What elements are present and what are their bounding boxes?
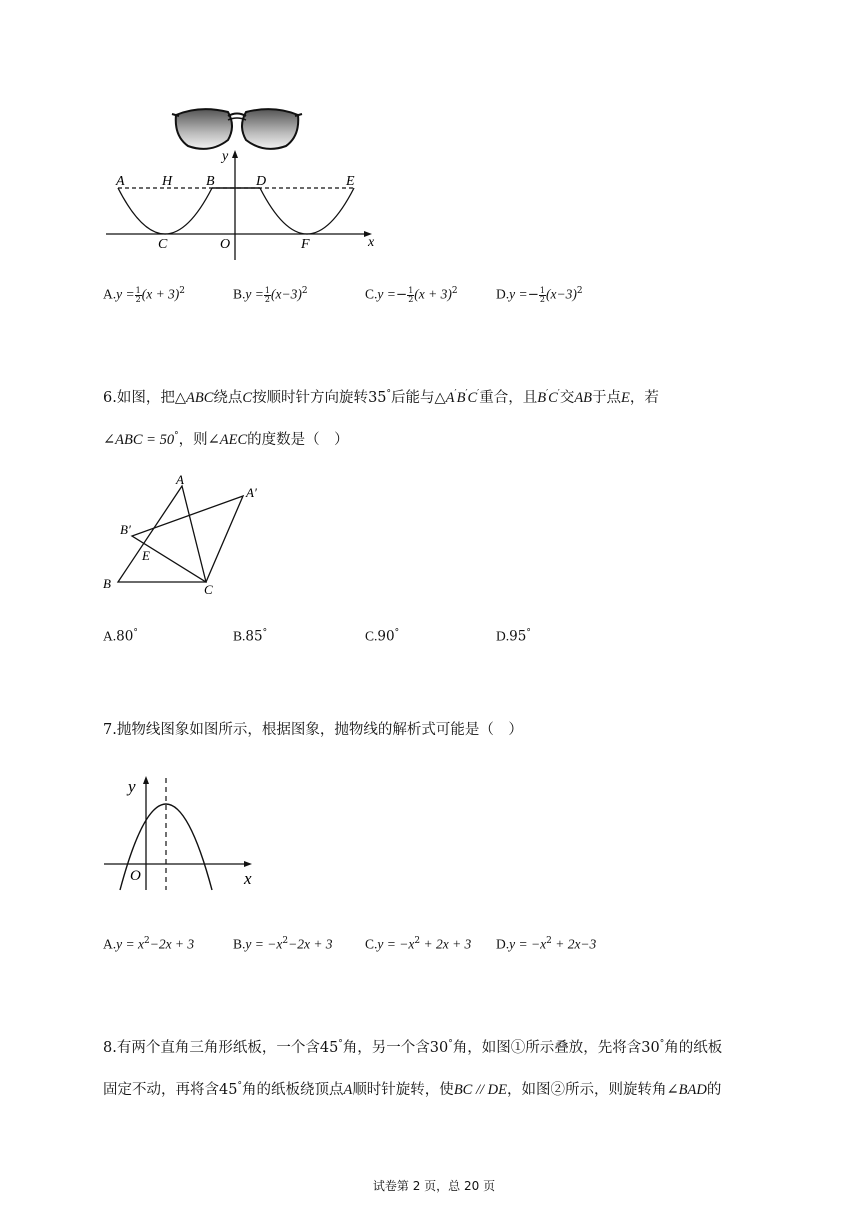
label-e: E: [346, 174, 355, 189]
fraction: $\frac{1}{2}$: [135, 285, 141, 304]
fraction: $\frac{1}{2}$: [539, 285, 546, 304]
sunglasses-icon: [172, 109, 302, 149]
q6-option-d[interactable]: D.95°: [496, 628, 531, 645]
label-h: H: [162, 174, 173, 189]
right-parabola: [260, 188, 354, 234]
label-c: C: [204, 582, 213, 597]
label-b: B: [206, 174, 215, 189]
label-d: D: [256, 174, 267, 189]
label-a: A: [116, 174, 125, 189]
left-parabola: [118, 188, 212, 234]
q6-option-b[interactable]: B.85°: [233, 628, 268, 645]
label-f: F: [301, 237, 310, 252]
label-y: y: [128, 777, 136, 796]
q8-line-1: 8.有两个直角三角形纸板，一个含45°角，另一个含30°角，如图①所示叠放，先将含30°角的纸板: [103, 1039, 723, 1056]
q6-option-a[interactable]: A.80°: [103, 628, 138, 645]
triangle-abc: [118, 486, 206, 582]
label-e: E: [142, 548, 150, 563]
q5-option-d[interactable]: D.y =− $\frac{1}{2}$ $(x-3)^2$: [496, 285, 583, 304]
label-b: B: [103, 576, 111, 591]
y-axis-arrow: [143, 776, 149, 784]
q6-line-2: ∠ABC = 50°，则∠AEC的度数是（ ）: [103, 431, 349, 448]
q7-option-a[interactable]: $A.y = x^2-2x + 3$: [103, 936, 195, 952]
fraction: $\frac{1}{2}$: [408, 285, 414, 304]
q6-line-1: 6.如图，把△ABC绕点C按顺时针方向旋转35°后能与△A′B′C′重合，且B′C′交AB于点E，若: [103, 389, 659, 406]
q7-figure: [98, 768, 268, 893]
fraction: $\frac{1}{2}$: [264, 285, 270, 304]
label-o: O: [220, 237, 231, 252]
q8-line-2: 固定不动，再将含45°角的纸板绕顶点A顺时针旋转，使BC // DE，如图②所示，则旋转角∠BAD的: [103, 1081, 722, 1098]
page-footer: 试卷第 2 页，总 20 页: [372, 1179, 496, 1193]
q7-option-b[interactable]: $B.y = -x^2-2x + 3$: [233, 936, 333, 952]
q5-option-c[interactable]: C.y =− $\frac{1}{2}$ $(x + 3)^2$: [365, 285, 458, 304]
q6-option-c[interactable]: C.90°: [365, 628, 400, 645]
q6-figure: [98, 470, 273, 600]
x-axis-arrow: [244, 861, 252, 867]
label-o: O: [130, 868, 141, 884]
q7-option-d[interactable]: $D.y = -x^2 + 2x-3$: [496, 936, 597, 952]
q5-option-a[interactable]: A.y = $\frac{1}{2}$ $(x + 3)^2$: [103, 285, 186, 304]
label-a-prime: A′: [246, 485, 257, 500]
label-x: x: [244, 869, 252, 888]
label-a: A: [176, 472, 184, 487]
label-c: C: [158, 237, 168, 252]
label-x: x: [368, 235, 375, 250]
y-axis-arrow: [232, 150, 238, 158]
label-b-prime: B′: [120, 522, 131, 537]
label-y: y: [222, 149, 229, 164]
q7-option-c[interactable]: $C.y = -x^2 + 2x + 3$: [365, 936, 472, 952]
q5-figure: [100, 100, 390, 265]
q5-option-b[interactable]: B.y = $\frac{1}{2}$ $(x-3)^2$: [233, 285, 308, 304]
q7-text: 7.抛物线图象如图所示，根据图象，抛物线的解析式可能是（ ）: [103, 722, 523, 738]
